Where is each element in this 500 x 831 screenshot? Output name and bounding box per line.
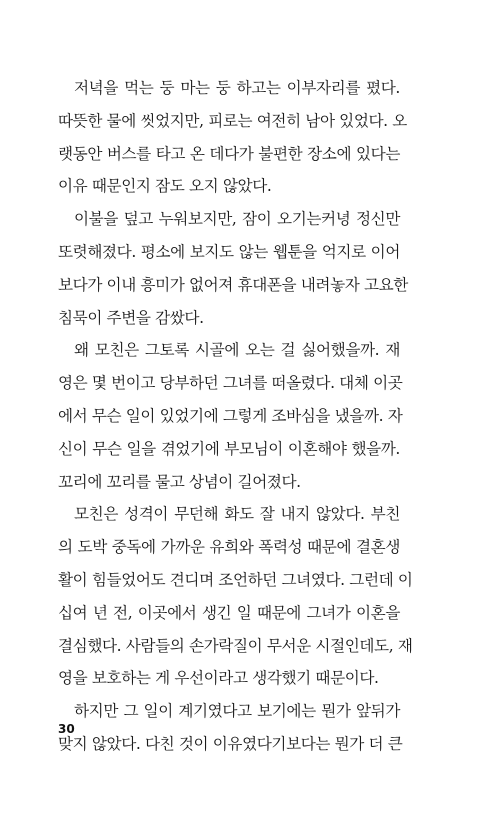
text-line: 침묵이 주변을 감쌌다. [58, 308, 204, 327]
text-line: 하지만 그 일이 계기였다고 보기에는 뭔가 앞뒤가 [74, 702, 400, 721]
text-line: 활이 힘들었어도 견디며 조언하던 그녀였다. 그런데 이 [58, 570, 413, 589]
body-text [58, 72, 413, 761]
text-line: 랫동안 버스를 타고 온 데다가 불편한 장소에 있다는 [58, 144, 400, 163]
text-line: 이불을 덮고 누워보지만, 잠이 오기는커녕 정신만 [74, 210, 400, 229]
page-number: 30 [58, 722, 75, 736]
text-line: 결심했다. 사람들의 손가락질이 무서운 시절인데도, 재 [58, 636, 413, 655]
text-line: 영은 몇 번이고 당부하던 그녀를 떠올렸다. 대체 이곳 [58, 374, 403, 393]
text-line: 모친은 성격이 무던해 화도 잘 내지 않았다. 부친 [74, 505, 400, 524]
text-line: 십여 년 전, 이곳에서 생긴 일 때문에 그녀가 이혼을 [58, 603, 400, 622]
text-line: 의 도박 중독에 가까운 유희와 폭력성 때문에 결혼생 [58, 538, 400, 557]
text-line: 에서 무슨 일이 있었기에 그렇게 조바심을 냈을까. 자 [58, 406, 403, 425]
text-line: 신이 무슨 일을 겪었기에 부모님이 이혼해야 했을까. [58, 439, 400, 458]
text-line: 이유 때문인지 잠도 오지 않았다. [58, 177, 272, 196]
paragraph-4 [58, 498, 413, 695]
paragraph-5 [58, 695, 403, 761]
text-line: 또렷해졌다. 평소에 보지도 않는 웹툰을 억지로 이어 [58, 242, 400, 261]
text-line: 저녁을 먹는 둥 마는 둥 하고는 이부자리를 폈다. [74, 79, 400, 97]
paragraph-1 [58, 72, 407, 203]
paragraph-3 [58, 334, 403, 498]
text-line: 맞지 않았다. 다친 것이 이유였다기보다는 뭔가 더 큰 [58, 734, 403, 753]
text-line: 왜 모친은 그토록 시골에 오는 걸 싫어했을까. 재 [74, 341, 400, 360]
paragraph-2 [58, 203, 408, 334]
text-line: 꼬리에 꼬리를 물고 상념이 길어졌다. [58, 472, 301, 491]
text-line: 영을 보호하는 게 우선이라고 생각했기 때문이다. [58, 669, 379, 688]
text-line: 따뜻한 물에 씻었지만, 피로는 여전히 남아 있었다. 오 [58, 111, 407, 130]
text-line: 보다가 이내 흥미가 없어져 휴대폰을 내려놓자 고요한 [58, 275, 408, 294]
